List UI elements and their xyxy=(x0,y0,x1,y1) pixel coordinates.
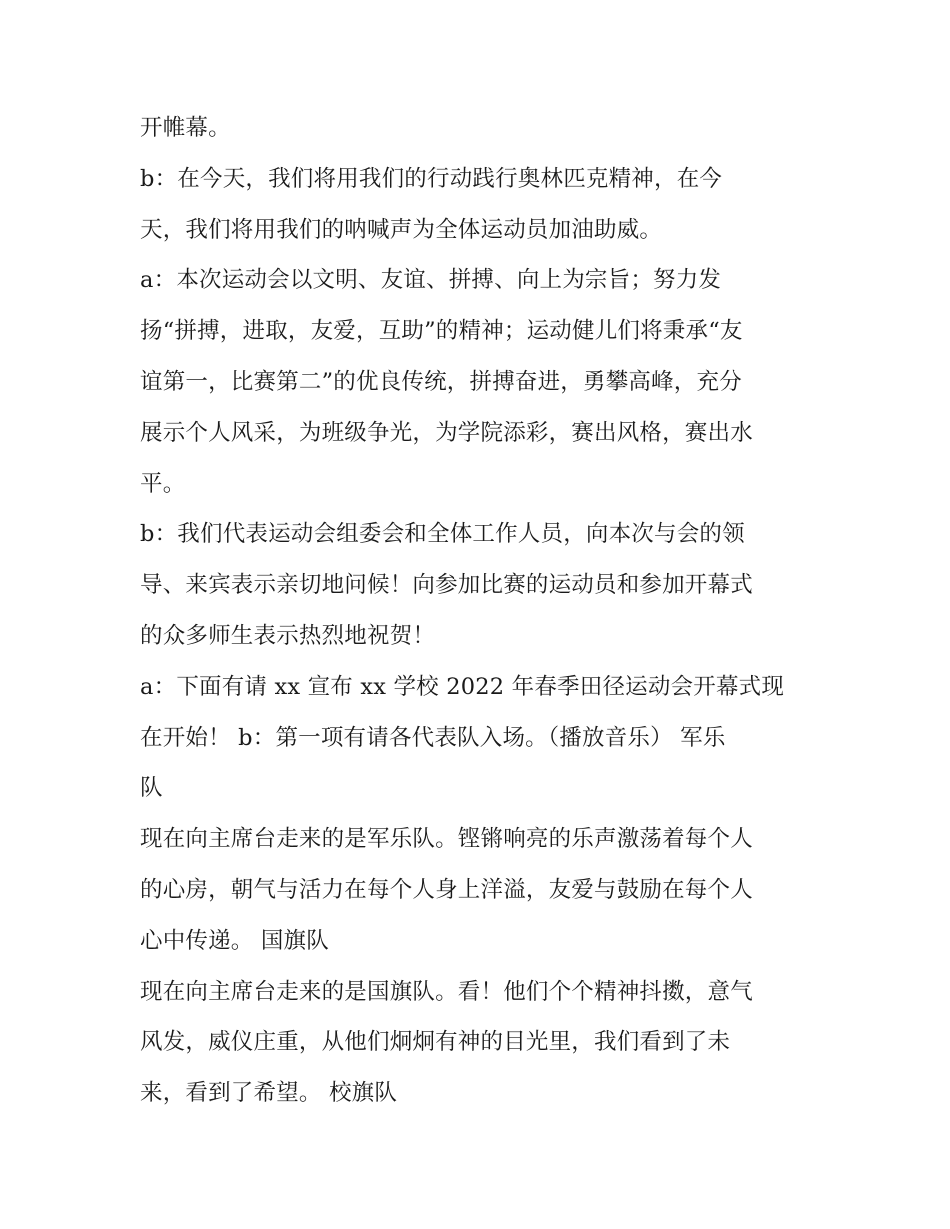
text-line: 在开始！ b：第一项有请各代表队入场。（播放音乐） 军乐 xyxy=(140,724,726,751)
text-line: 来，看到了希望。 校旗队 xyxy=(140,1080,398,1107)
text-line: 风发，威仪庄重，从他们炯炯有神的目光里，我们看到了未 xyxy=(140,1029,731,1056)
text-line: 队 xyxy=(140,775,163,802)
document-body xyxy=(140,108,820,1124)
text-line: 导、来宾表示亲切地问候！向参加比赛的运动员和参加开幕式 xyxy=(140,572,753,599)
text-line: 开帷幕。 xyxy=(140,115,231,141)
text-line: 平。 xyxy=(140,470,186,497)
text-line: 现在向主席台走来的是军乐队。铿锵响亮的乐声激荡着每个人 xyxy=(140,826,753,853)
text-line: b：在今天，我们将用我们的行动践行奥林匹克精神，在今 xyxy=(140,165,723,192)
text-line: 的众多师生表示热烈地祝贺！ xyxy=(140,622,436,649)
text-line: 展示个人风采，为班级争光，为学院添彩，赛出风格，赛出水 xyxy=(140,419,753,446)
text-line: 现在向主席台走来的是国旗队。看！他们个个精神抖擞，意气 xyxy=(140,978,753,1005)
text-line: b：我们代表运动会组委会和全体工作人员，向本次与会的领 xyxy=(140,521,745,548)
text-line: a：下面有请 xx 宣布 xx 学校 2022 年春季田径运动会开幕式现 xyxy=(140,673,785,700)
text-line: 天，我们将用我们的呐喊声为全体运动员加油助威。 xyxy=(140,216,663,243)
text-line: 谊第一，比赛第二”的优良传统，拼搏奋进，勇攀高峰，充分 xyxy=(140,368,742,395)
text-line: a：本次运动会以文明、友谊、拼搏、向上为宗旨；努力发 xyxy=(140,267,722,294)
text-line: 心中传递。 国旗队 xyxy=(140,927,329,954)
text-line: 扬“拼搏，进取，友爱，互助”的精神；运动健儿们将秉承“友 xyxy=(140,318,743,345)
text-line: 的心房，朝气与活力在每个人身上洋溢，友爱与鼓励在每个人 xyxy=(140,876,753,903)
